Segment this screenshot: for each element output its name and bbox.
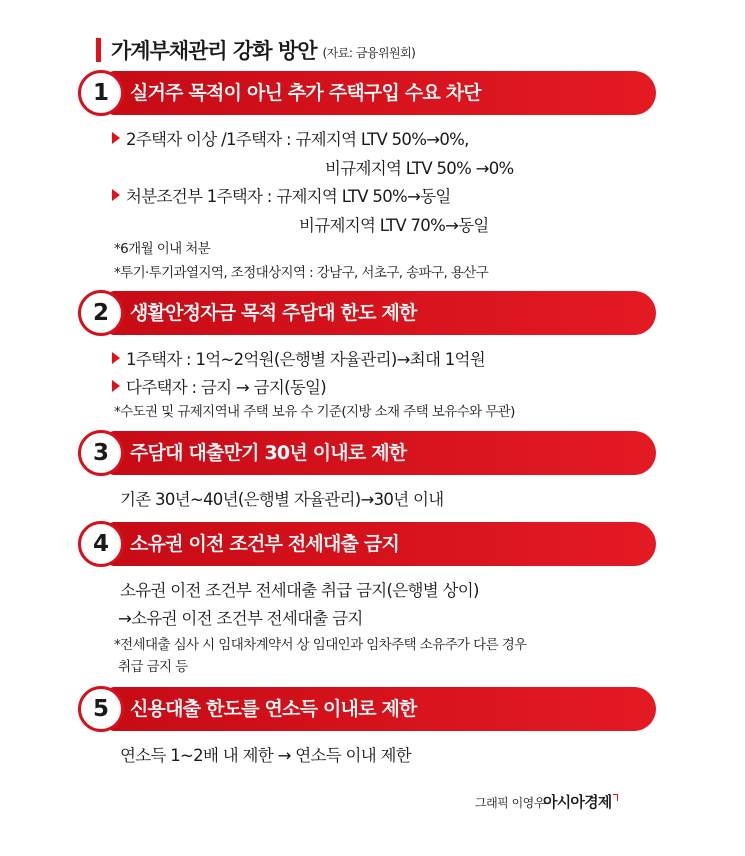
- section-2-line-2: 다주택자 : 금지 → 금지(동일): [112, 374, 326, 398]
- title-accent-bar: [96, 38, 101, 62]
- section-1-note-2: *투기·투기과열지역, 조정대상지역 : 강남구, 서초구, 송파구, 용산구: [114, 265, 489, 281]
- section-5-number: 5: [78, 686, 124, 732]
- section-4-banner: [108, 522, 656, 566]
- section-4-line-1: 소유권 이전 조건부 전세대출 취급 금지(은행별 상이): [120, 581, 479, 600]
- section-4-line-2: →소유권 이전 조건부 전세대출 금지: [118, 609, 363, 628]
- triangle-bullet-icon: [112, 132, 120, 144]
- section-4-number: 4: [78, 521, 124, 567]
- section-1-line-2: 비규제지역 LTV 50% →0%: [325, 159, 514, 178]
- section-4-title: 소유권 이전 조건부 전세대출 금지: [130, 533, 400, 555]
- source-label: (자료: 금융위원회): [322, 46, 416, 60]
- page-title-row: [96, 37, 415, 63]
- section-3-line-1: 기존 30년~40년(은행별 자율관리)→30년 이내: [120, 490, 444, 509]
- section-4-note-1: *전세대출 심사 시 임대차계약서 상 임대인과 임차주택 소유주가 다른 경우: [114, 637, 527, 653]
- section-3-banner: [108, 431, 656, 475]
- section-1-line-4: 비규제지역 LTV 70%→동일: [299, 216, 489, 235]
- section-4-note-2: 취급 금지 등: [118, 659, 188, 675]
- brand-mark-icon: [613, 794, 618, 801]
- section-1-line-3: 처분조건부 1주택자 : 규제지역 LTV 50%→동일: [112, 183, 451, 207]
- section-2-note-1: *수도권 및 규제지역내 주택 보유 수 기준(지방 소재 주택 보유수와 무관): [114, 404, 515, 420]
- section-2-number: 2: [78, 290, 124, 336]
- section-5-title: 신용대출 한도를 연소득 이내로 제한: [130, 698, 417, 720]
- section-5-banner: [108, 687, 656, 731]
- triangle-bullet-icon: [112, 189, 120, 201]
- section-2-line-1: 1주택자 : 1억~2억원(은행별 자율관리)→최대 1억원: [112, 346, 485, 370]
- section-5-line-1: 연소득 1~2배 내 제한 → 연소득 이내 제한: [120, 746, 412, 765]
- brand-logo: 아시아경제: [543, 791, 618, 812]
- graphic-credit: 그래픽 이영우: [475, 796, 545, 810]
- section-1-title: 실거주 목적이 아닌 추가 주택구입 수요 차단: [130, 82, 481, 104]
- section-1-number: 1: [78, 70, 124, 116]
- section-1-note-1: *6개월 이내 처분: [114, 241, 211, 257]
- section-1-line-1: 2주택자 이상 /1주택자 : 규제지역 LTV 50%→0%,: [112, 126, 469, 150]
- section-2-banner: [108, 291, 656, 335]
- triangle-bullet-icon: [112, 380, 120, 392]
- triangle-bullet-icon: [112, 352, 120, 364]
- section-3-title: 주담대 대출만기 30년 이내로 제한: [130, 442, 407, 464]
- section-3-number: 3: [78, 430, 124, 476]
- section-1-banner: [108, 71, 656, 115]
- page-title: 가계부채관리 강화 방안: [111, 39, 317, 63]
- section-2-title: 생활안정자금 목적 주담대 한도 제한: [130, 302, 417, 324]
